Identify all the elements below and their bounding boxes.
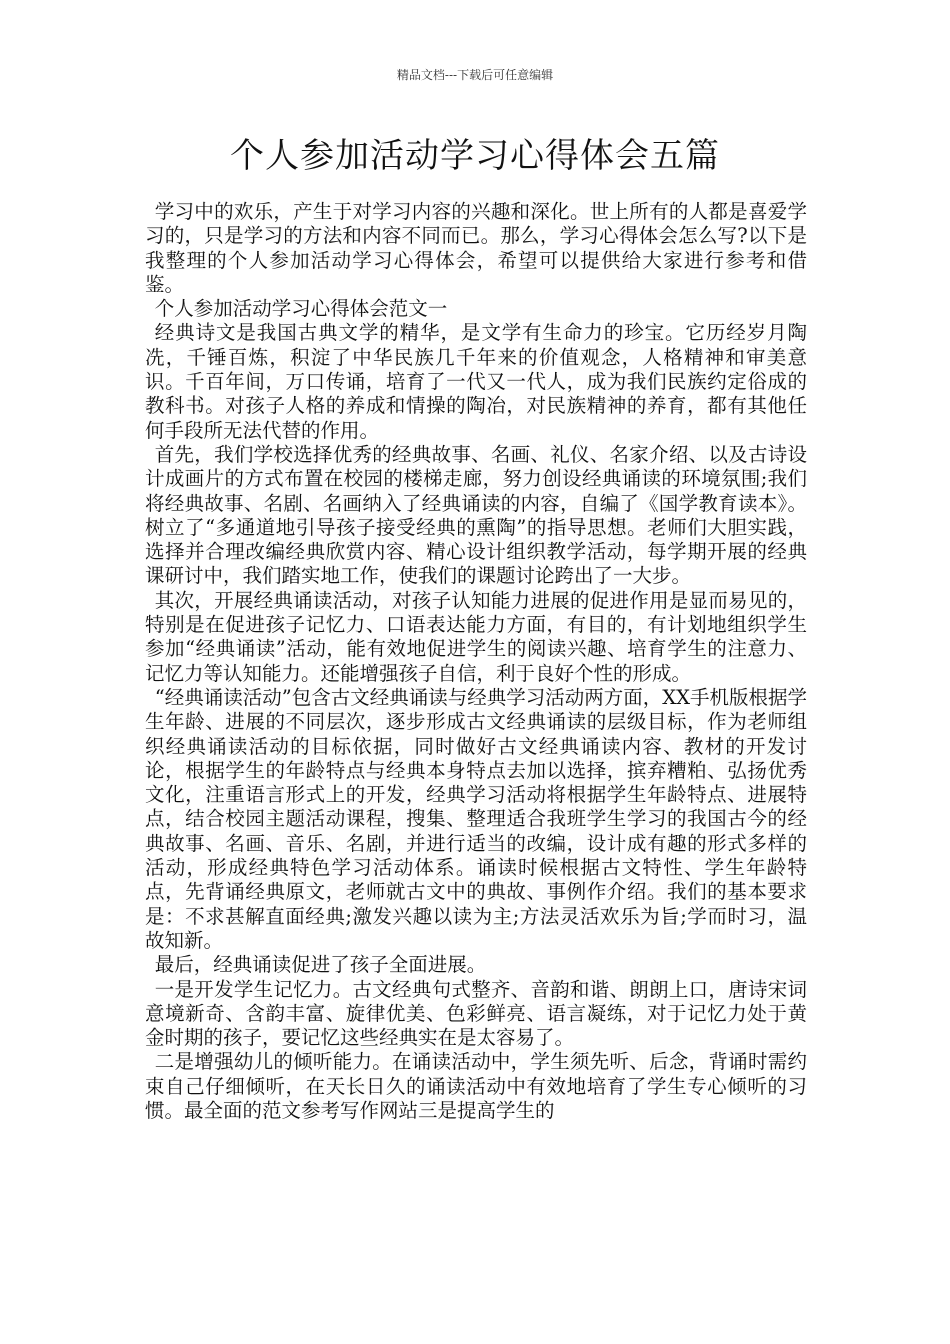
paragraph: 其次，开展经典诵读活动，对孩子认知能力进展的促进作用是显而易见的，特别是在促进孩子记忆力、口语表达能力方面，有目的，有计划地组织学生参加“经典诵读”活动，能有效地促进学生的阅读兴趣、培育学生的注意力、记忆力等认知能力。还能增强孩子自信，利于良好个性的形成。 (145, 588, 807, 685)
section-heading: 个人参加活动学习心得体会范文一 (154, 297, 448, 321)
paragraph: 首先，我们学校选择优秀的经典故事、名画、礼仪、名家介绍、以及古诗设计成画片的方式布置在校园的楼梯走廊，努力创设经典诵读的环境氛围;我们将经典故事、名剧、名画纳入了经典诵读的内容，自编了《国学教育读本》。树立了“多通道地引导孩子接受经典的熏陶”的指导思想。老师们大胆实践，选择并合理改编经典欣赏内容、精心设计组织教学活动，每学期开展的经典课研讨中，我们踏实地工作，使我们的课题讨论跨出了一大步。 (145, 442, 807, 588)
paragraph: “经典诵读活动”包含古文经典诵读与经典学习活动两方面，XX手机版根据学生年龄、进展的不同层次，逐步形成古文经典诵读的层级目标，作为老师组织经典诵读活动的目标依据，同时做好古文经典诵读内容、教材的开发讨论，根据学生的年龄特点与经典本身特点去加以选择，摈弃糟粕、弘扬优秀文化，注重语言形式上的开发，经典学习活动将根据学生年龄特点、进展特点，结合校园主题活动课程，搜集、整理适合我班学生学习的我国古今的经典故事、名画、音乐、名剧，并进行适当的改编，设计成有趣的形式多样的活动，形成经典特色学习活动体系。诵读时候根据古文特性、学生年龄特点，先背诵经典原文，老师就古文中的典故、事例作介绍。我们的基本要求是：不求甚解直面经典;激发兴趣以读为主;方法灵活欢乐为旨;学而时习，温故知新。 (145, 685, 807, 952)
page-header-note: 精品文档---下载后可任意编辑 (396, 68, 554, 82)
paragraph: 二是增强幼儿的倾听能力。在诵读活动中，学生须先听、后念，背诵时需约束自己仔细倾听，在天长日久的诵读活动中有效地培育了学生专心倾听的习惯。最全面的范文参考写作网站三是提高学生的 (145, 1050, 807, 1122)
paragraph: 经典诗文是我国古典文学的精华，是文学有生命力的珍宝。它历经岁月陶冼，千锤百炼，积淀了中华民族几千年来的价值观念，人格精神和审美意识。千百年间，万口传诵，培育了一代又一代人，成为我们民族约定俗成的教科书。对孩子人格的养成和情操的陶冶，对民族精神的养育，都有其他任何手段所无法代替的作用。 (145, 321, 807, 442)
document-title: 个人参加活动学习心得体会五篇 (230, 136, 720, 176)
document-body (145, 200, 807, 1123)
paragraph-intro: 学习中的欢乐，产生于对学习内容的兴趣和深化。世上所有的人都是喜爱学习的，只是学习的方法和内容不同而已。那么，学习心得体会怎么写?以下是我整理的个人参加活动学习心得体会，希望可以提供给大家进行参考和借鉴。 (145, 200, 807, 296)
paragraph: 最后，经典诵读促进了孩子全面进展。 (154, 953, 487, 977)
paragraph: 一是开发学生记忆力。古文经典句式整齐、音韵和谐、朗朗上口，唐诗宋词意境新奇、含韵丰富、旋律优美、色彩鲜亮、语言凝练，对于记忆力处于黄金时期的孩子，要记忆这些经典实在是太容易了。 (145, 977, 807, 1050)
